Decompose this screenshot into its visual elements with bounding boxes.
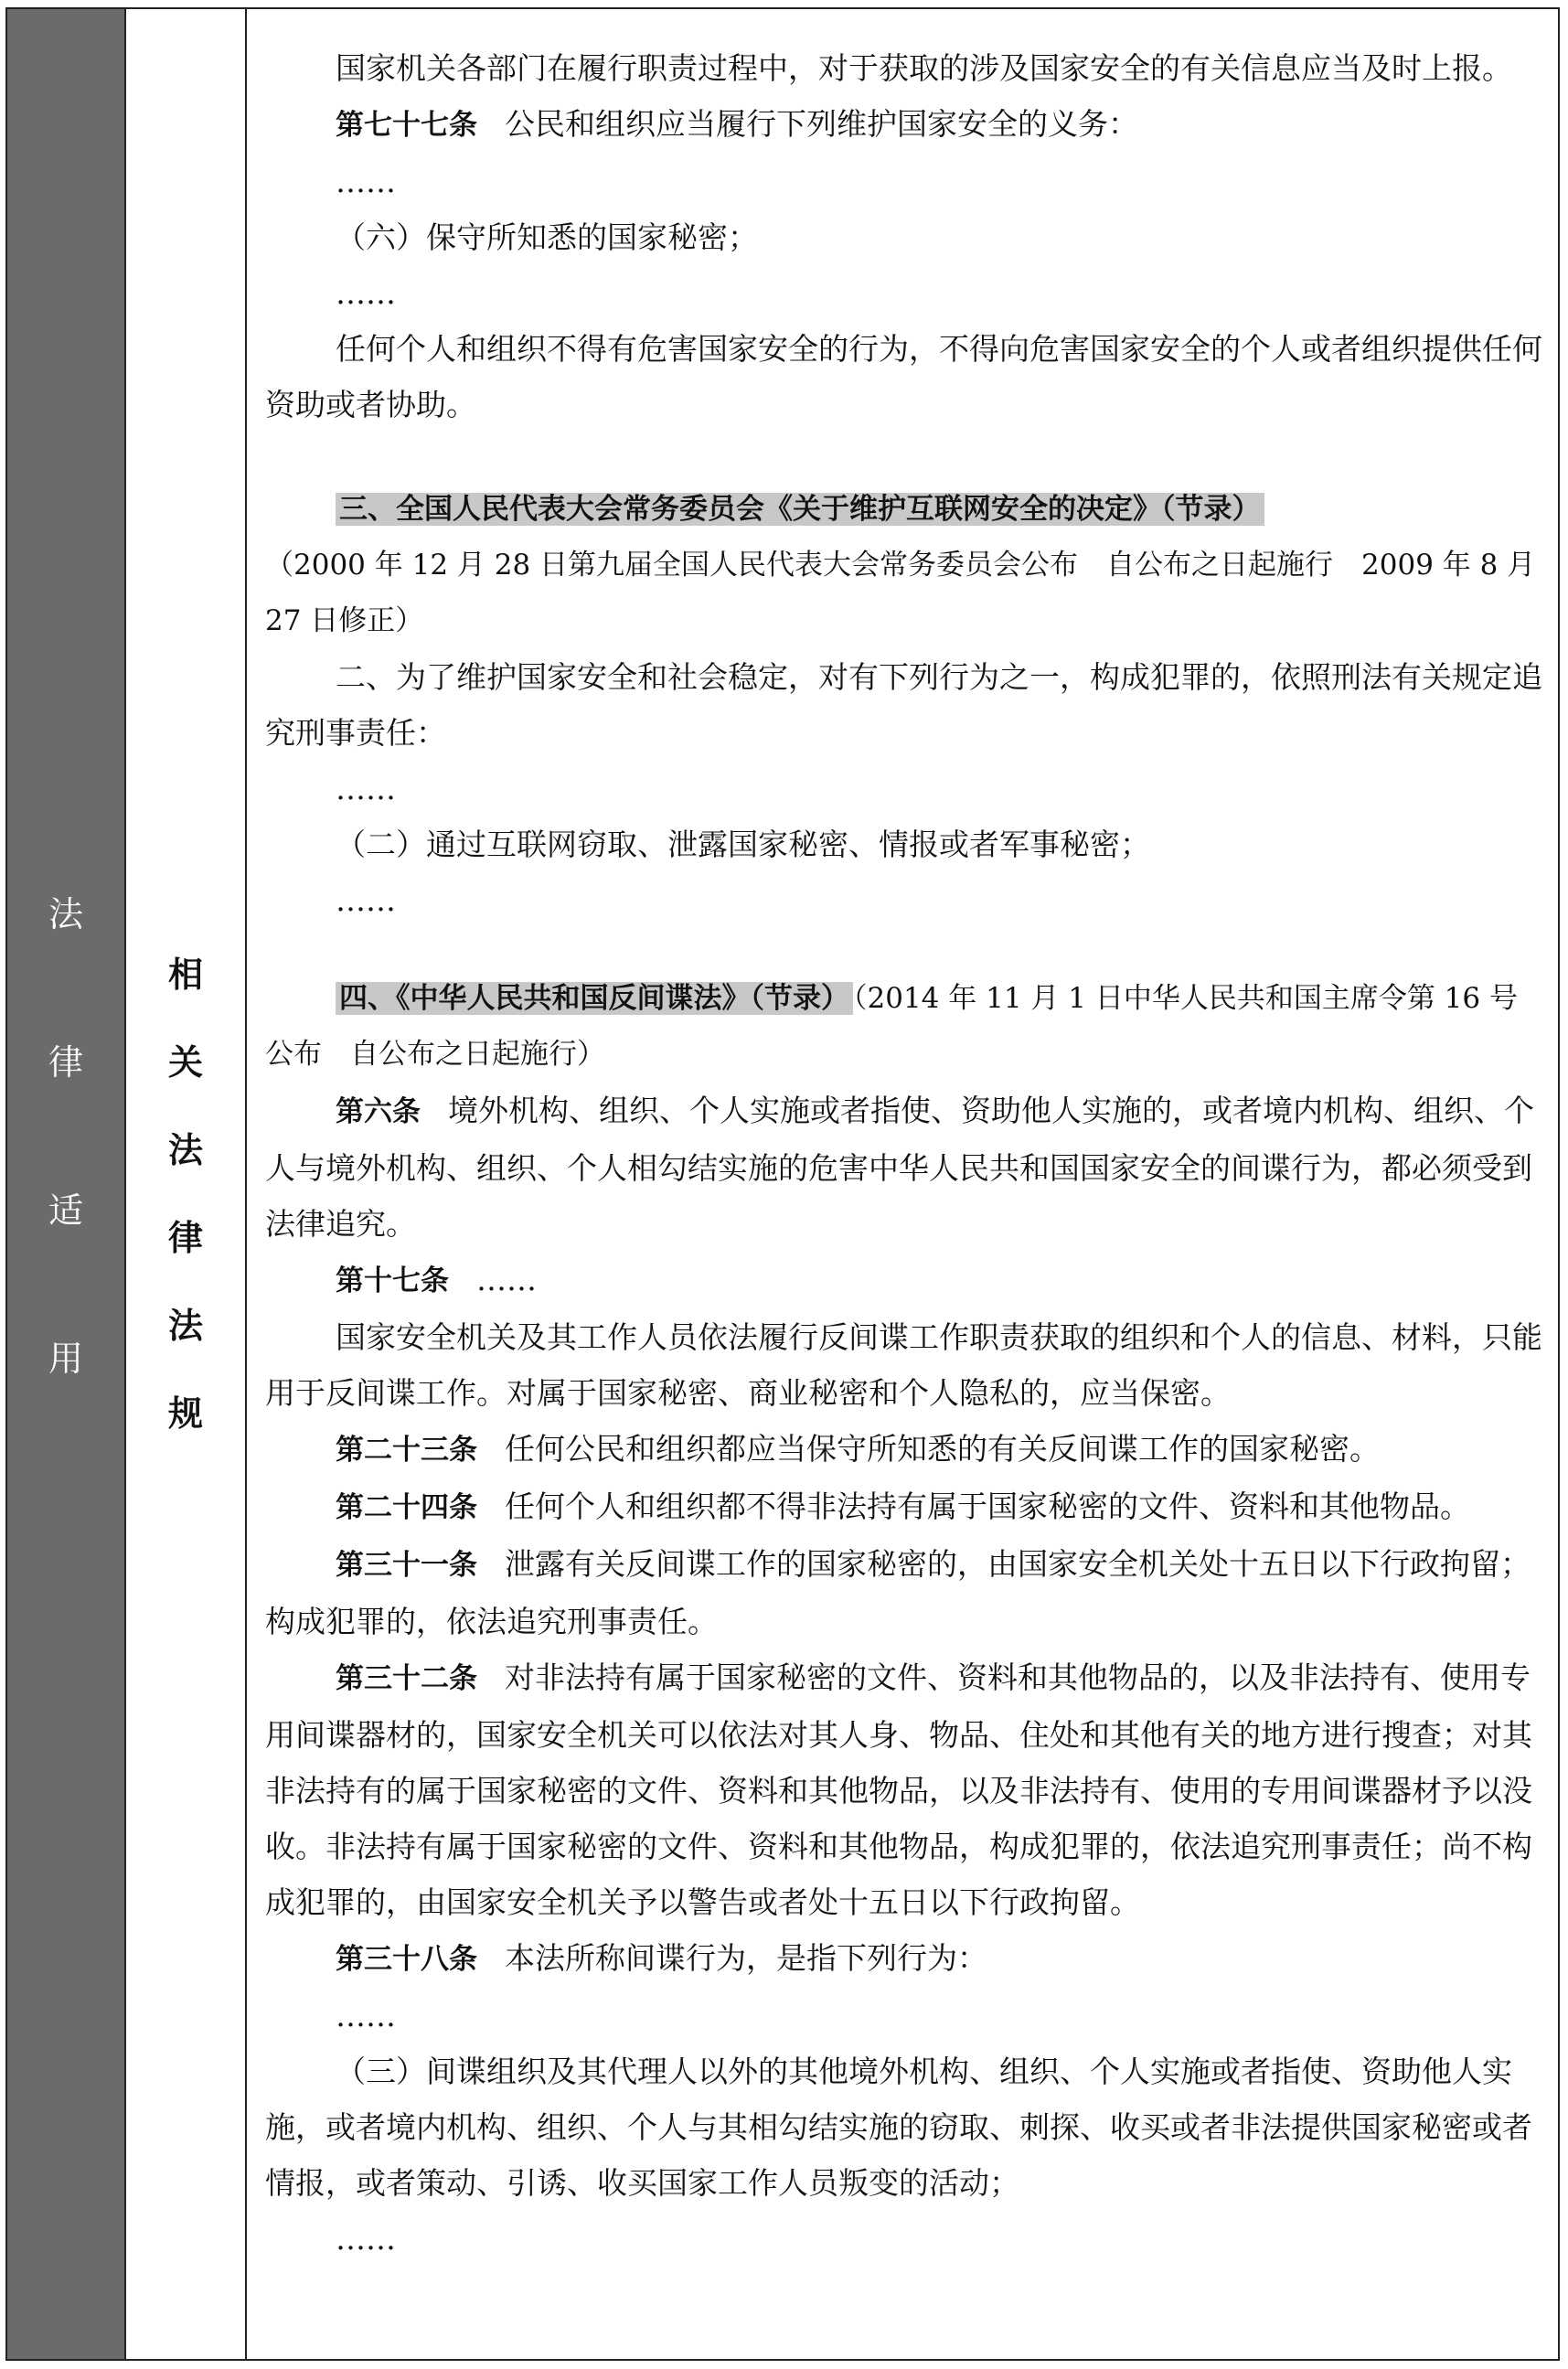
article-number: 第七十七条 [336, 109, 477, 142]
subcategory-char: 相 [167, 955, 203, 995]
article-number: 第二十三条 [336, 1434, 477, 1467]
section-title: 三、全国人民代表大会常务委员会《关于维护互联网安全的决定》（节录） [336, 493, 1264, 526]
article [265, 1421, 1545, 1478]
paragraph: （三）间谍组织及其代理人以外的其他境外机构、组织、个人实施或者指使、资助他人实施，或者境内机构、组织、个人与其相勾结实施的窃取、刺探、收买或者非法提供国家秘密或者情报，或者策动、引诱、收买国家工作人员叛变的活动； [265, 2054, 1532, 2201]
article [265, 1649, 1545, 1930]
ellipsis: …… [336, 164, 396, 199]
article-text: 任何公民和组织都应当保守所知悉的有关反间谍工作的国家秘密。 [505, 1431, 1380, 1467]
category-char: 适 [48, 1190, 83, 1231]
category-char: 用 [48, 1339, 83, 1379]
subcategory-char: 法 [167, 1306, 203, 1346]
article-text: 境外机构、组织、个人实施或者指使、资助他人实施的，或者境内机构、组织、个人与境外机构、组织、个人相勾结实施的危害中华人民共和国国家安全的间谍行为，都必须受到法律追究。 [265, 1093, 1534, 1242]
subcategory-column [126, 9, 247, 2359]
article [265, 1083, 1545, 1252]
article-text: 泄露有关反间谍工作的国家秘密的，由国家安全机关处十五日以下行政拘留；构成犯罪的，依法追究刑事责任。 [265, 1546, 1531, 1639]
paragraph: 国家安全机关及其工作人员依法履行反间谍工作职责获取的组织和个人的信息、材料，只能用于反间谍工作。对属于国家秘密、商业秘密和个人隐私的，应当保密。 [265, 1319, 1542, 1411]
article-text: 公民和组织应当履行下列维护国家安全的义务： [505, 106, 1138, 142]
subcategory-char: 法 [167, 1130, 203, 1170]
article-number: 第三十一条 [336, 1549, 477, 1582]
article-text: 本法所称间谍行为，是指下列行为： [505, 1940, 987, 1976]
article [265, 1536, 1545, 1649]
paragraph: 二、为了维护国家安全和社会稳定，对有下列行为之一，构成犯罪的，依照刑法有关规定追究刑事责任： [265, 659, 1542, 751]
section-note: （2014 年 11 月 1 日中华人民共和国主席令第 16 号公布 自公布之日起施行） [265, 982, 1518, 1071]
article-number: 第六条 [336, 1095, 421, 1128]
paragraph: 任何个人和组织不得有危害国家安全的行为，不得向危害国家安全的个人或者组织提供任何资助或者协助。 [265, 331, 1542, 422]
ellipsis: …… [336, 1998, 396, 2033]
subcategory-char: 律 [167, 1218, 203, 1258]
category-char: 法 [48, 894, 83, 934]
article [265, 96, 1545, 154]
subcategory-char: 关 [167, 1042, 203, 1083]
article-text: …… [476, 1262, 537, 1297]
ellipsis: …… [336, 771, 396, 806]
article-text: 任何个人和组织都不得非法持有属于国家秘密的文件、资料和其他物品。 [505, 1489, 1470, 1524]
article-number: 第三十二条 [336, 1662, 477, 1695]
paragraph: （六）保守所知悉的国家秘密； [336, 219, 758, 255]
subcategory-char: 规 [167, 1393, 203, 1434]
section-note: （2000 年 12 月 28 日第九届全国人民代表大会常务委员会公布 自公布之日起施行 2009 年 8 月 27 日修正） [265, 549, 1536, 637]
article [265, 1478, 1545, 1536]
article-number: 第三十八条 [336, 1943, 477, 1976]
article-text: 对非法持有属于国家秘密的文件、资料和其他物品的，以及非法持有、使用专用间谍器材的，国家安全机关可以依法对其人身、物品、住处和其他有关的地方进行搜查；对其非法持有的属于国家秘密的文件、资料和其他物品，以及非法持有、使用的专用间谍器材予以没收。非法持有属于国家秘密的文件、资料和其他物品，构成犯罪的，依法追究刑事责任；尚不构成犯罪的，由国家安全机关予以警告或者处十五日以下行政拘留。 [265, 1659, 1532, 1920]
section-heading [265, 480, 1545, 538]
article [265, 1930, 1545, 1988]
section-heading [265, 971, 1545, 1083]
paragraph: 国家机关各部门在履行职责过程中，对于获取的涉及国家安全的有关信息应当及时上报。 [336, 50, 1512, 86]
category-column [7, 9, 126, 2359]
ellipsis: …… [336, 882, 396, 918]
article-number: 第二十四条 [336, 1491, 477, 1524]
ellipsis: …… [336, 275, 396, 311]
article-number: 第十七条 [336, 1265, 449, 1297]
section-title: 四、《中华人民共和国反间谍法》（节录） [336, 982, 853, 1015]
article [265, 1252, 1545, 1309]
paragraph: （二）通过互联网窃取、泄露国家秘密、情报或者军事秘密； [336, 827, 1150, 862]
law-text-content [265, 40, 1545, 2267]
category-char: 律 [48, 1042, 83, 1083]
ellipsis: …… [336, 2221, 396, 2257]
